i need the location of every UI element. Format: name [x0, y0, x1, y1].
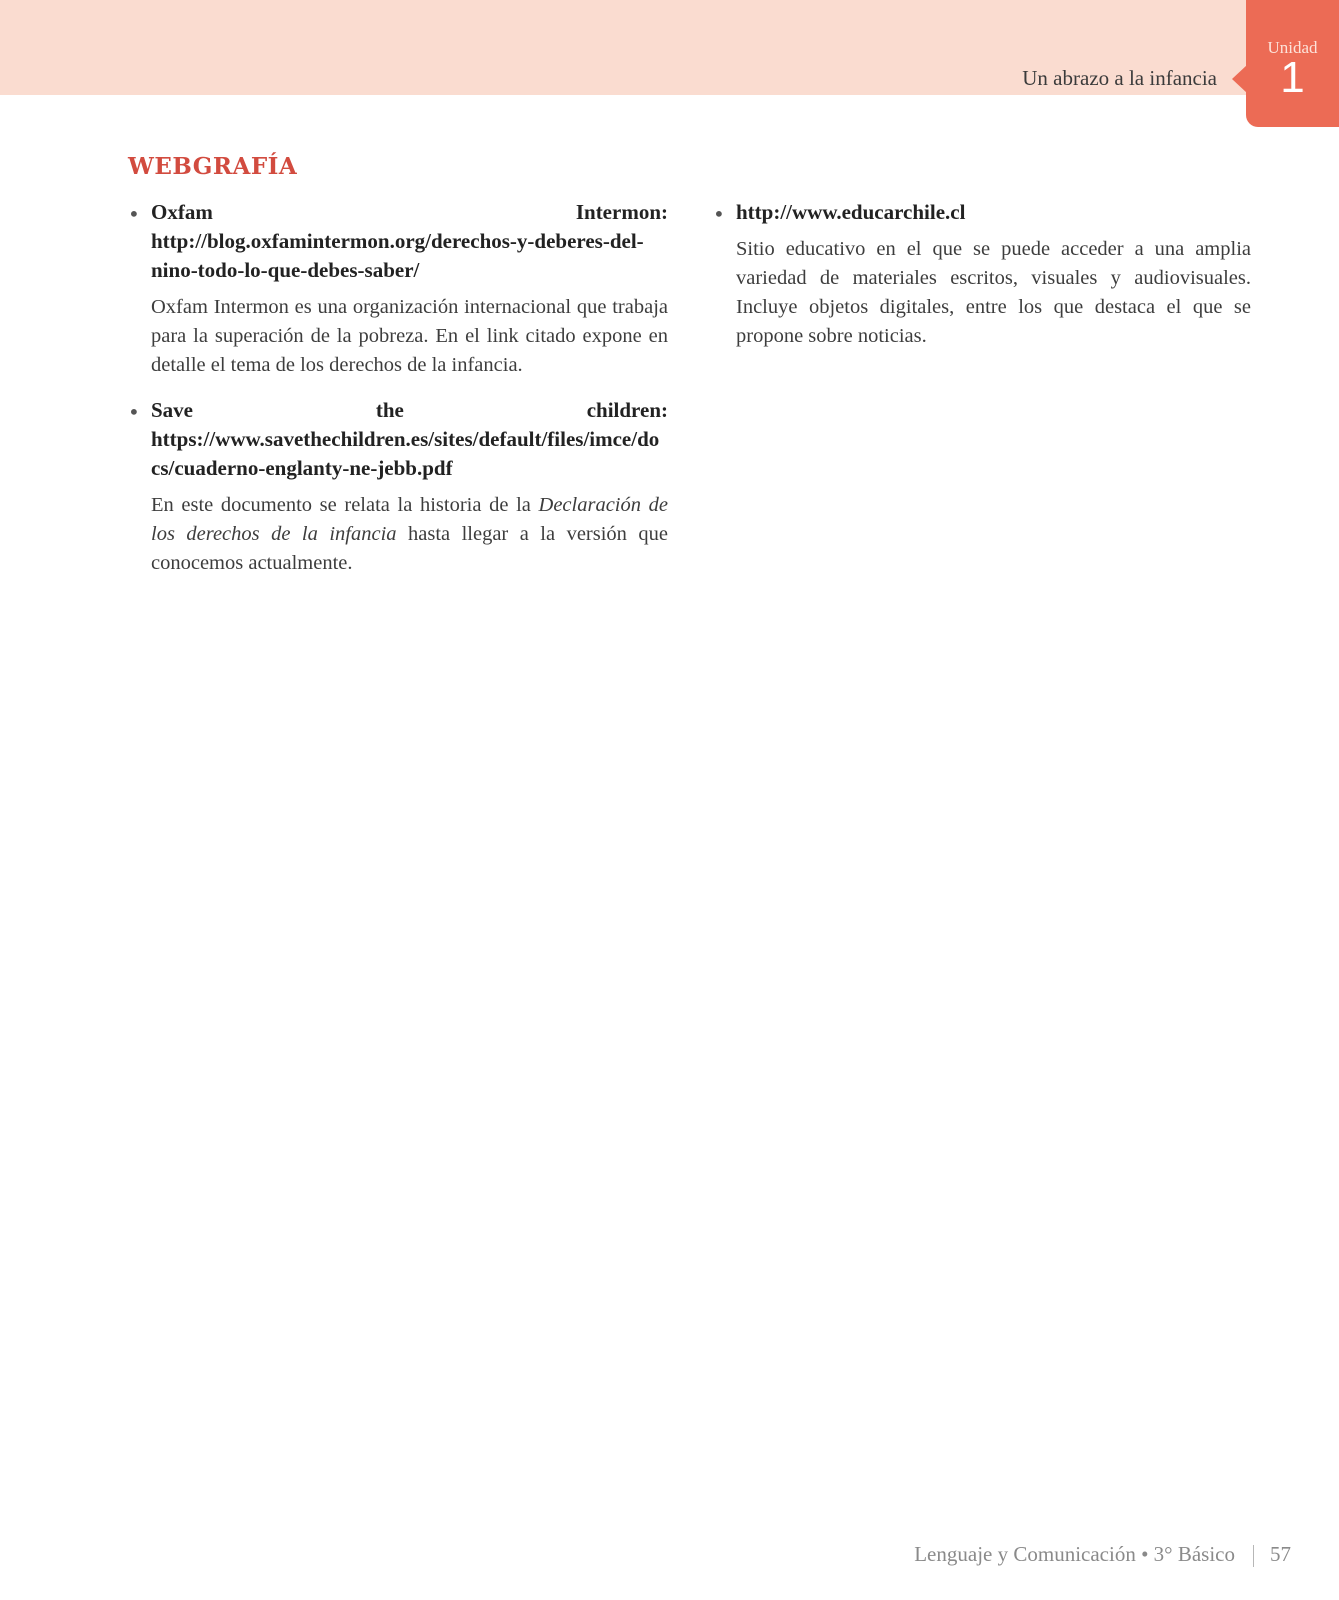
entry-title-link[interactable]: http://www.educarchile.cl	[736, 200, 966, 224]
page-footer	[914, 1542, 1291, 1567]
list-item	[126, 198, 668, 380]
document-title: Declaración de los derechos de la infancia	[151, 494, 668, 545]
unit-label: Unidad	[1267, 38, 1318, 57]
footer-subject: Lenguaje y Comunicación • 3° Básico	[914, 1542, 1235, 1566]
entry-description: Oxfam Intermon es una organización internacional que trabaja para la superación de la pobreza. En el link citado expone en detalle el tema de los derechos de la infancia.	[151, 296, 668, 376]
unit-tab-pointer	[1232, 65, 1247, 93]
list-item	[711, 198, 1251, 351]
entry-description: Sitio educativo en el que se puede acceder a una amplia variedad de materiales escritos, visuales y audiovisuales. Incluye objetos digitales, entre los que destaca el que se propone sobre noticias.	[736, 238, 1251, 347]
unit-number: 1	[1280, 53, 1305, 102]
entry-title-link[interactable]: Oxfam Intermon: http://blog.oxfamintermon.org/derechos-y-deberes-del-nino-todo-lo-que-debes-saber/	[151, 200, 668, 282]
unit-tab	[1246, 0, 1339, 127]
page-number: 57	[1270, 1542, 1291, 1566]
entry-title-link[interactable]: Save the children: https://www.savethechildren.es/sites/default/files/imce/docs/cuaderno-englanty-ne-jebb.pdf	[151, 398, 668, 480]
unit-title: Un abrazo a la infancia	[1022, 66, 1217, 90]
description-text: hasta llegar a la versión que conocemos actualmente.	[151, 523, 668, 574]
list-item	[126, 396, 668, 578]
footer-divider	[1253, 1545, 1254, 1567]
bullet-icon: •	[128, 202, 140, 226]
bullet-icon: •	[128, 400, 140, 424]
description-text: En este documento se relata la historia de la	[151, 494, 539, 516]
section-heading: WEBGRAFÍA	[128, 153, 298, 180]
bullet-icon: •	[713, 202, 725, 226]
entry-description	[151, 491, 668, 578]
left-column	[126, 198, 668, 594]
right-column	[711, 198, 1251, 367]
